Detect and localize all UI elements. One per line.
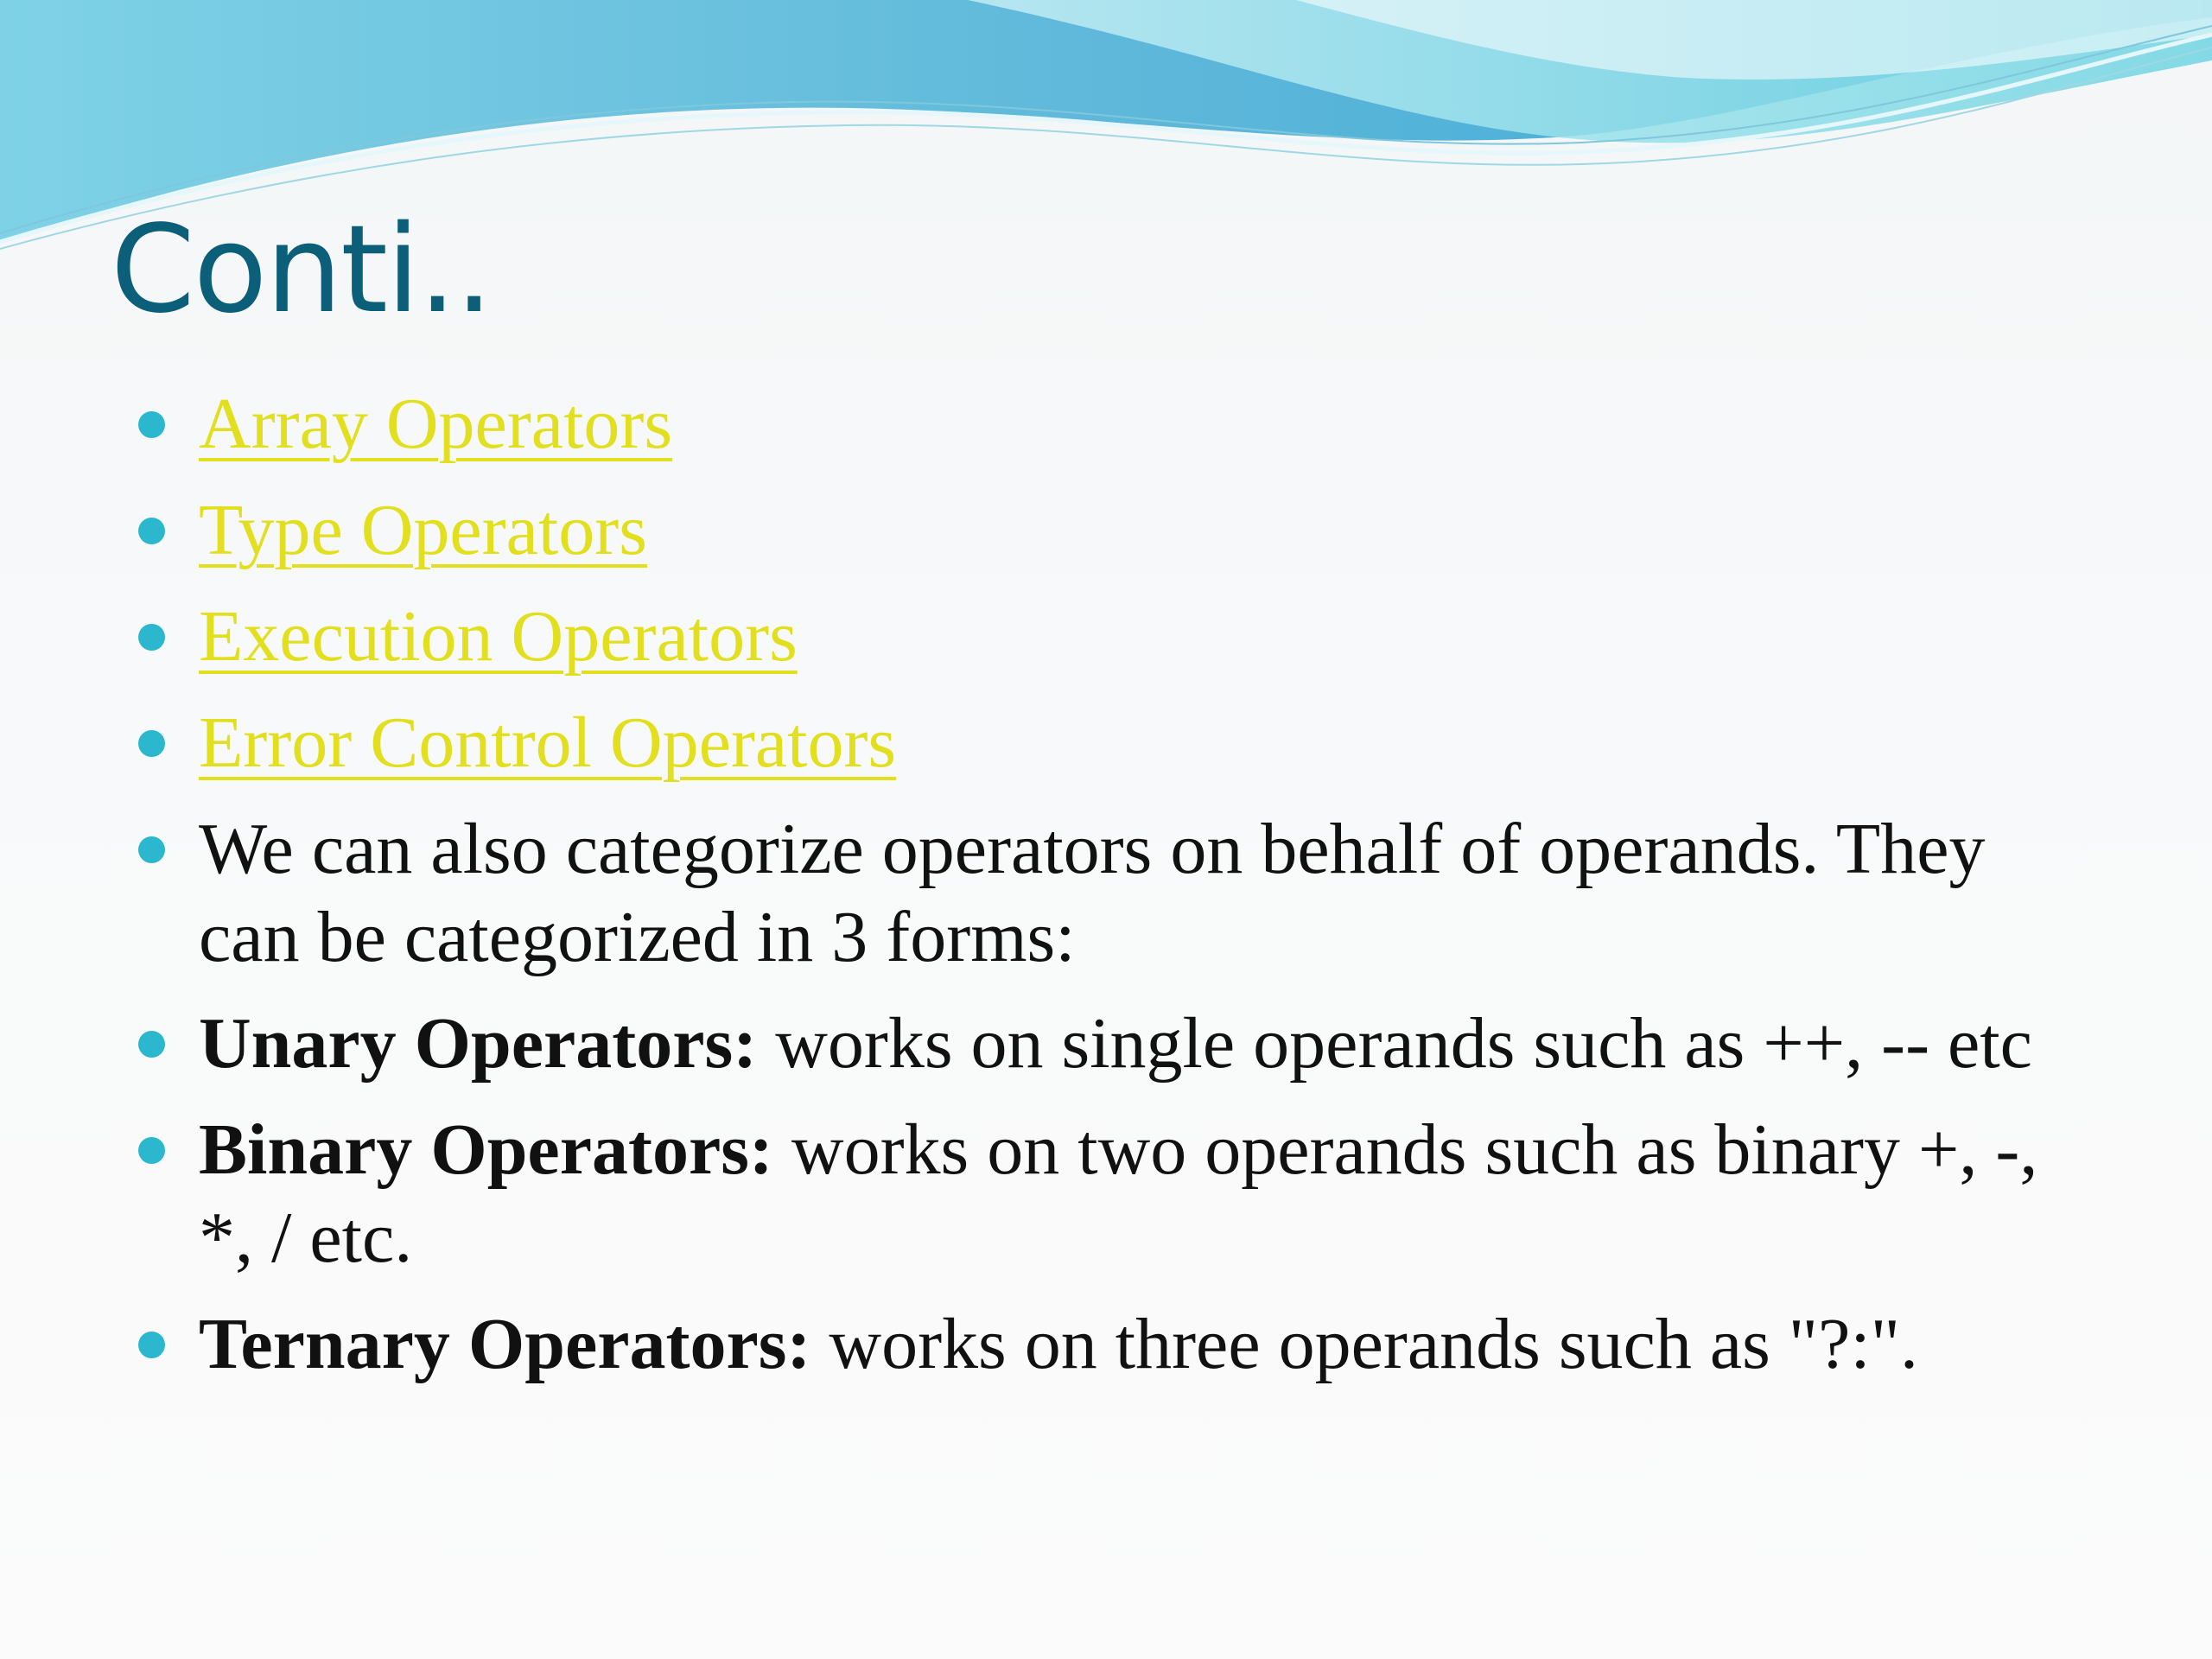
bullet-list: [0, 380, 2212, 1389]
bullet-icon: [138, 1031, 165, 1058]
bullet-item-execution-operators: [0, 593, 2212, 681]
bullet-item-binary: [0, 1106, 2212, 1282]
bullet-item-error-control-operators: [0, 699, 2212, 787]
binary-description: works on two operands such as binary +, -, *, / etc.: [199, 1109, 2038, 1278]
ternary-term: Ternary Operators:: [199, 1304, 811, 1384]
type-operators-link[interactable]: Type Operators: [199, 490, 647, 570]
binary-term: Binary Operators:: [199, 1109, 773, 1190]
bullet-icon: [138, 411, 165, 438]
bullet-icon: [138, 836, 165, 863]
unary-term: Unary Operators:: [199, 1003, 758, 1084]
bullet-icon: [138, 518, 165, 544]
slide-title: Conti..: [111, 200, 492, 340]
categorize-text: We can also categorize operators on behalf of operands. They can be categorized in 3 forms:: [199, 809, 1986, 977]
bullet-item-ternary: [0, 1300, 2212, 1389]
error-control-operators-link[interactable]: Error Control Operators: [199, 702, 897, 783]
unary-description: works on single operands such as ++, -- etc: [757, 1003, 2032, 1084]
bullet-item-unary: [0, 1000, 2212, 1088]
ternary-description: works on three operands such as "?:".: [810, 1304, 1918, 1384]
bullet-item-categorize: [0, 805, 2212, 982]
bullet-item-type-operators: [0, 486, 2212, 575]
bullet-icon: [138, 624, 165, 651]
bullet-item-array-operators: [0, 380, 2212, 468]
bullet-icon: [138, 1137, 165, 1164]
bullet-icon: [138, 1332, 165, 1358]
array-operators-link[interactable]: Array Operators: [199, 384, 673, 464]
bullet-icon: [138, 730, 165, 757]
execution-operators-link[interactable]: Execution Operators: [199, 596, 798, 677]
